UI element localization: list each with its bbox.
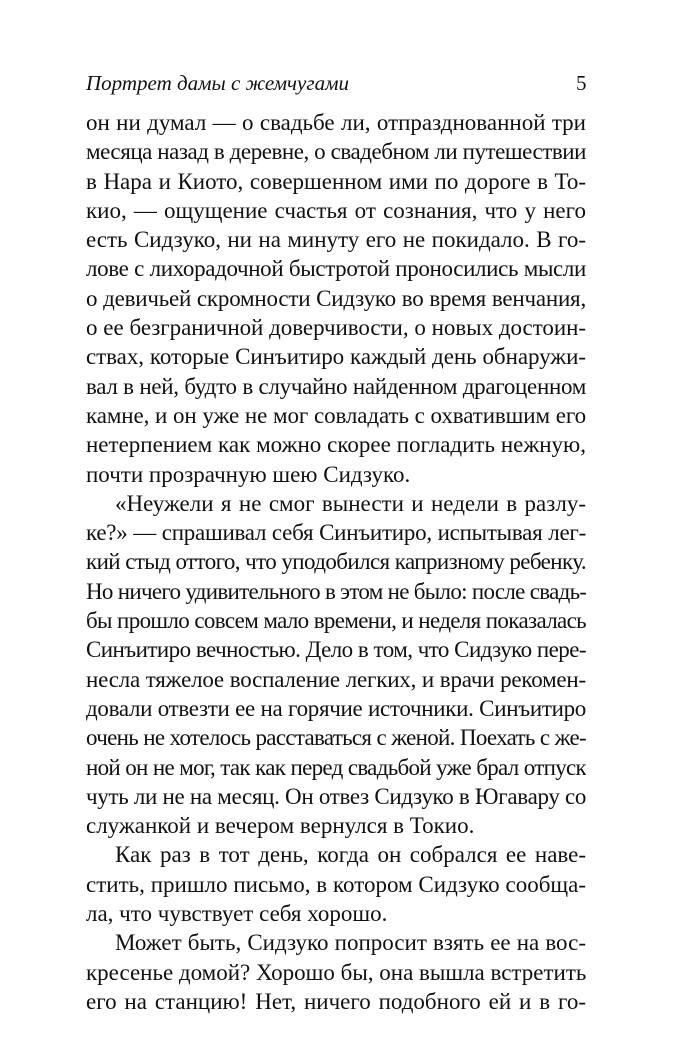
text-line: камне, и он уже не мог совладать с охватившим его [86, 402, 586, 428]
text-line: о девичьей скромности Сидзуко во время венчания, [86, 285, 586, 311]
text-line: почти прозрачную шею Сидзуко. [86, 461, 411, 487]
text-line: вал в ней, будто в случайно найденном драгоценном [86, 373, 586, 399]
text-line: Может быть, Сидзуко попросит взять ее на вос- [115, 930, 586, 956]
text-line: очень не хотелось расставаться с женой. Поехать с же- [86, 725, 586, 751]
text-line: кий стыд оттого, что уподобился капризному ребенку. [86, 549, 586, 575]
text-line: лове с лихорадочной быстротой проносились мысли [86, 256, 586, 282]
text-line: кресенье домой? Хорошо бы, она вышла встретить [86, 959, 586, 985]
page-number: 5 [576, 71, 587, 95]
text-line: «Неужели я не смог вынести и недели в разлу- [115, 490, 586, 516]
text-line: довали отвезти ее на горячие источники. Синъитиро [86, 695, 586, 721]
text-line: о ее безграничной доверчивости, о новых достоин- [86, 315, 586, 341]
text-line: есть Сидзуко, ни на минуту его не покидало. В го- [86, 227, 586, 253]
text-line: служанкой и вечером вернулся в Токио. [86, 813, 475, 839]
text-line: ствах, которые Синъитиро каждый день обнаружи- [86, 344, 586, 370]
text-line: несла тяжелое воспаление легких, и врачи рекомен- [86, 666, 586, 692]
text-line: кио, — ощущение счастья от сознания, что у него [86, 197, 586, 223]
running-title: Портрет дамы с жемчугами [86, 71, 349, 95]
text-line: чуть ли не на месяц. Он отвез Сидзуко в Югавару со [86, 783, 586, 809]
text-line: Но ничего удивительного в этом не было: после свадь- [86, 578, 586, 604]
text-line: месяца назад в деревне, о свадебном ли путешествии [86, 139, 586, 165]
text-line: ла, что чувствует себя хорошо. [86, 901, 388, 927]
text-line: стить, пришло письмо, в котором Сидзуко сообща- [86, 871, 586, 897]
text-line: в Нара и Киото, совершенном ими по дороге в То- [86, 168, 586, 194]
text-line: ке?» — спрашивал себя Синъитиро, испытывая лег- [86, 520, 586, 546]
body-text [86, 108, 586, 1016]
text-line: он ни думал — о свадьбе ли, отпразднованной три [86, 110, 586, 135]
text-line: его на станцию! Нет, ничего подобного ей и в го- [86, 988, 586, 1014]
text-line: ной он не мог, так как перед свадьбой уже брал отпуск [86, 754, 586, 780]
running-header [0, 68, 679, 102]
text-line: нетерпением как можно скорее погладить нежную, [86, 432, 586, 458]
text-line: Как раз в тот день, когда он собрался ее наве- [115, 842, 586, 868]
text-line: Синъитиро вечностью. Дело в том, что Сидзуко пере- [86, 637, 586, 663]
text-line: бы прошло совсем мало времени, и неделя показалась [86, 608, 586, 634]
